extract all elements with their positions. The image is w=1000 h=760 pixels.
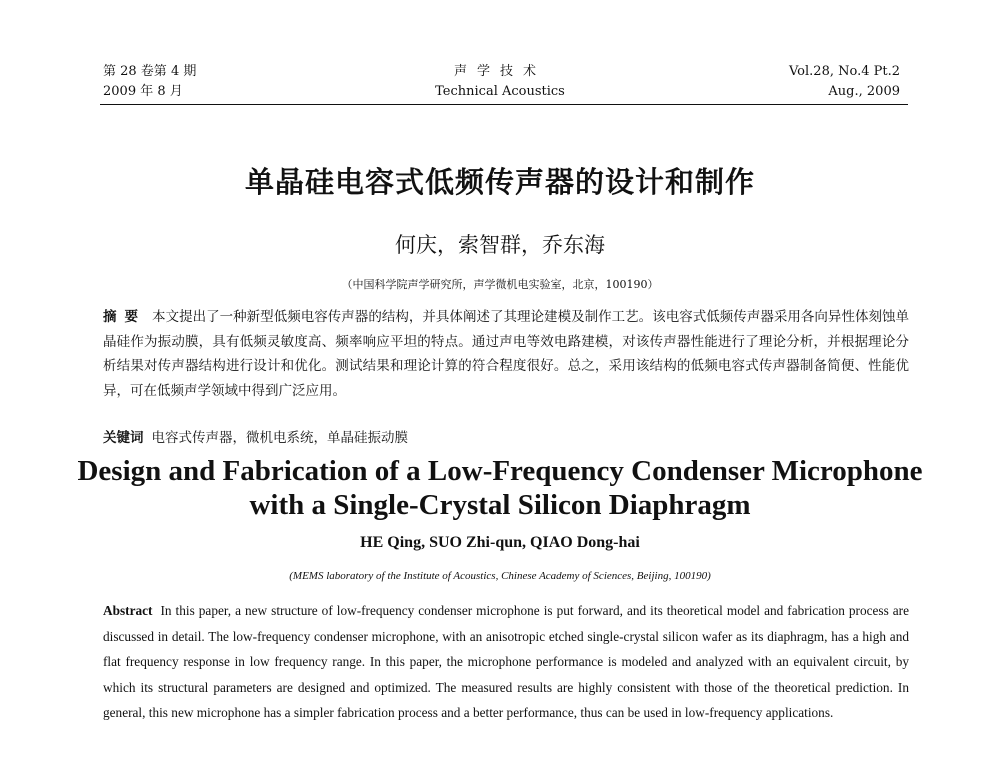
header-left [103, 62, 196, 102]
authors-english: HE Qing, SUO Zhi-qun, QIAO Dong-hai [360, 534, 640, 551]
volume-date: Aug., 2009 [828, 84, 900, 99]
keywords-chinese [103, 427, 909, 449]
keywords-label-chinese: 关键词 [103, 430, 144, 446]
journal-name-en: Technical Acoustics [435, 84, 565, 99]
affiliation-chinese: （中国科学院声学研究所，声学微机电实验室，北京，100190） [341, 278, 659, 291]
header-right [789, 62, 900, 102]
abstract-text-english: In this paper, a new structure of low-frequency condenser microphone is put forward, and its theoretical model and fabrication process are discussed in detail. The low-frequency condenser microphone, with an anisotropic etched single-crystal silicon wafer as its diaphragm, has a high and flat frequency response in low frequency range. In this paper, the microphone performance is modeled and analyzed with an equivalent circuit, by which its structural parameters are designed and optimized. The measured results are highly consistent with those of the theoretical prediction. In general, this new microphone has a simpler fabrication process and a better performance, thus can be used in low-frequency applications. [103, 603, 909, 720]
abstract-english [103, 598, 909, 726]
affiliation-english: (MEMS laboratory of the Institute of Acoustics, Chinese Academy of Sciences, Beijing, 100190) [289, 570, 711, 582]
volume-info: Vol.28, No.4 Pt.2 [788, 64, 900, 79]
header-center [380, 62, 620, 102]
authors-chinese: 何庆，索智群，乔东海 [395, 233, 605, 257]
abstract-label-english: Abstract [103, 603, 153, 618]
abstract-label-chinese: 摘要 [103, 309, 147, 325]
abstract-text-chinese: 本文提出了一种新型低频电容传声器的结构，并具体阐述了其理论建模及制作工艺。该电容式低频传声器采用各向异性体刻蚀单晶硅作为振动膜，具有低频灵敏度高、频率响应平坦的特点。通过声电等效电路建模，对该传声器性能进行了理论分析，并根据理论分析结果对传声器结构进行设计和优化。测试结果和理论计算的符合程度很好。总之，采用该结构的低频电容式传声器制备简便、性能优异，可在低频声学领域中得到广泛应用。 [103, 309, 910, 399]
issue-number: 第 28 卷第 4 期 [103, 64, 197, 79]
title-english-line2: with a Single-Crystal Silicon Diaphragm [249, 489, 751, 521]
title-english-line1: Design and Fabrication of a Low-Frequency Condenser Microphone [77, 455, 923, 487]
title-chinese: 单晶硅电容式低频传声器的设计和制作 [244, 165, 755, 199]
issue-date: 2009 年 8 月 [103, 84, 183, 99]
abstract-chinese [103, 305, 909, 403]
keywords-text-chinese: 电容式传声器，微机电系统，单晶硅振动膜 [151, 430, 408, 446]
title-english [0, 454, 1000, 522]
header-divider [100, 104, 908, 105]
journal-name-cn: 声学技术 [453, 64, 546, 79]
